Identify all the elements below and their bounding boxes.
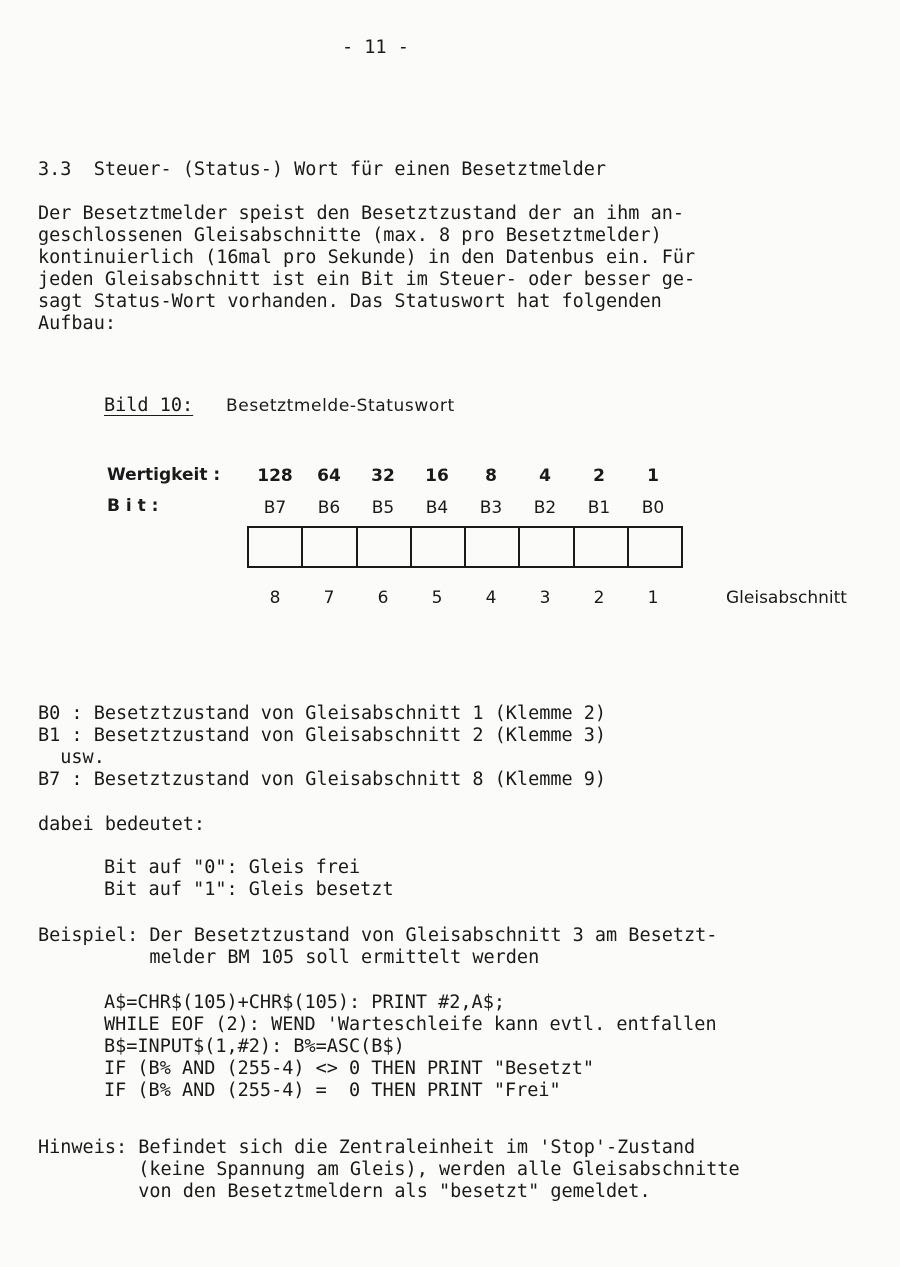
bit-cell bbox=[358, 528, 412, 566]
bit-name: B0 bbox=[641, 498, 665, 518]
hinweis-line: von den Besetztmeldern als "besetzt" gemeldet. bbox=[38, 1181, 651, 1202]
intro-line: Aufbau: bbox=[38, 313, 116, 334]
bit-name: B1 bbox=[587, 498, 611, 518]
wertigkeit-value: 16 bbox=[425, 466, 449, 486]
figure-label: Bild 10: bbox=[104, 395, 194, 416]
bit-meaning: Bit auf "0": Gleis frei bbox=[104, 857, 361, 878]
wertigkeit-value: 128 bbox=[257, 466, 293, 486]
figure-title: Besetztmelde-Statuswort bbox=[226, 396, 455, 416]
bit-name: B5 bbox=[371, 498, 395, 518]
wertigkeit-value: 32 bbox=[371, 466, 395, 486]
gleis-number: 2 bbox=[593, 588, 605, 608]
example-line: Beispiel: Der Besetztzustand von Gleisabschnitt 3 am Besetzt- bbox=[38, 925, 718, 946]
bit-name: B2 bbox=[533, 498, 557, 518]
gleis-number: 3 bbox=[539, 588, 551, 608]
intro-line: sagt Status-Wort vorhanden. Das Statuswort hat folgenden bbox=[38, 291, 662, 312]
code-line: WHILE EOF (2): WEND 'Warteschleife kann evtl. entfallen bbox=[104, 1014, 717, 1035]
bit-cell bbox=[520, 528, 574, 566]
gleis-number: 4 bbox=[485, 588, 497, 608]
bit-description: B1 : Besetztzustand von Gleisabschnitt 2 (Klemme 3) bbox=[38, 725, 607, 746]
bit-name: B6 bbox=[317, 498, 341, 518]
bit-cell bbox=[249, 528, 303, 566]
bit-cell bbox=[575, 528, 629, 566]
gleis-number: 7 bbox=[323, 588, 335, 608]
example-line: melder BM 105 soll ermittelt werden bbox=[38, 947, 540, 968]
bit-description: usw. bbox=[38, 747, 105, 768]
bit-name: B3 bbox=[479, 498, 503, 518]
bit-description: B7 : Besetztzustand von Gleisabschnitt 8 (Klemme 9) bbox=[38, 769, 607, 790]
wertigkeit-value: 64 bbox=[317, 466, 341, 486]
gleis-number: 6 bbox=[377, 588, 389, 608]
wertigkeit-value: 2 bbox=[593, 466, 605, 486]
bit-cell bbox=[466, 528, 520, 566]
wertigkeit-value: 8 bbox=[485, 466, 497, 486]
code-line: IF (B% AND (255-4) <> 0 THEN PRINT "Besetzt" bbox=[104, 1058, 595, 1079]
bit-cell bbox=[629, 528, 681, 566]
bit-name: B4 bbox=[425, 498, 449, 518]
code-line: A$=CHR$(105)+CHR$(105): PRINT #2,A$; bbox=[104, 992, 505, 1013]
wertigkeit-value: 4 bbox=[539, 466, 551, 486]
bit-label: B i t : bbox=[107, 496, 159, 516]
section-heading: 3.3 Steuer- (Status-) Wort für einen Besetztmelder bbox=[38, 159, 607, 180]
intro-line: jeden Gleisabschnitt ist ein Bit im Steuer- oder besser ge- bbox=[38, 269, 696, 290]
status-word-box bbox=[247, 526, 683, 568]
dabei-text: dabei bedeutet: bbox=[38, 814, 206, 835]
intro-line: Der Besetztmelder speist den Besetztzustand der an ihm an- bbox=[38, 203, 685, 224]
intro-line: geschlossenen Gleisabschnitte (max. 8 pro Besetztmelder) bbox=[38, 225, 662, 246]
bit-cell bbox=[412, 528, 466, 566]
bit-name: B7 bbox=[263, 498, 287, 518]
gleis-label: Gleisabschnitt bbox=[726, 588, 847, 608]
hinweis-line: (keine Spannung am Gleis), werden alle Gleisabschnitte bbox=[38, 1159, 740, 1180]
bit-cell bbox=[303, 528, 357, 566]
hinweis-line: Hinweis: Befindet sich die Zentraleinheit im 'Stop'-Zustand bbox=[38, 1137, 696, 1158]
wertigkeit-label: Wertigkeit : bbox=[107, 465, 221, 485]
code-line: B$=INPUT$(1,#2): B%=ASC(B$) bbox=[104, 1036, 405, 1057]
bit-meaning: Bit auf "1": Gleis besetzt bbox=[104, 879, 394, 900]
gleis-number: 8 bbox=[269, 588, 281, 608]
wertigkeit-value: 1 bbox=[647, 466, 659, 486]
intro-line: kontinuierlich (16mal pro Sekunde) in den Datenbus ein. Für bbox=[38, 247, 696, 268]
code-line: IF (B% AND (255-4) = 0 THEN PRINT "Frei" bbox=[104, 1080, 561, 1101]
gleis-number: 5 bbox=[431, 588, 443, 608]
gleis-number: 1 bbox=[647, 588, 659, 608]
page-number: - 11 - bbox=[342, 37, 409, 58]
bit-description: B0 : Besetztzustand von Gleisabschnitt 1 (Klemme 2) bbox=[38, 703, 607, 724]
